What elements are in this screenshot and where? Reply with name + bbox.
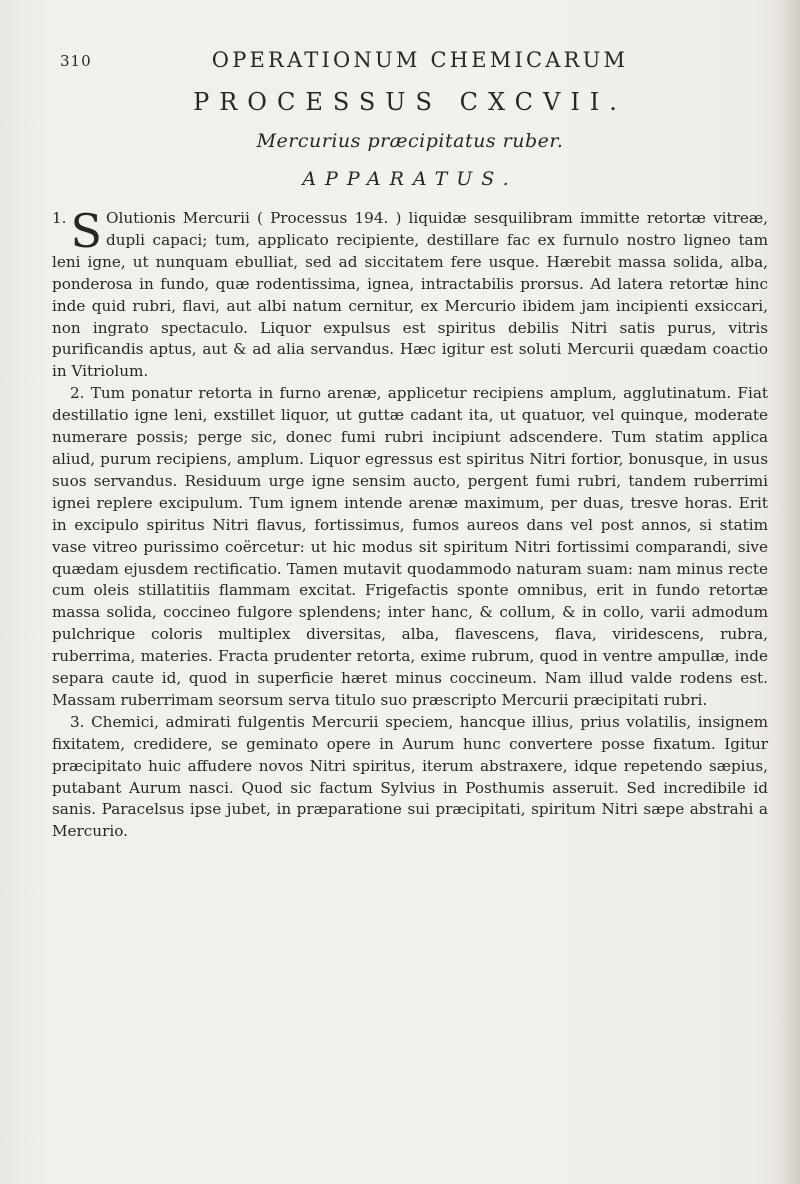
paragraph-text: 2. Tum ponatur retorta in furno arenæ, applicetur recipiens amplum, agglutinatum. Fiat destillatio igne leni, exstillet liquor, ut guttæ cadant ita, ut quatuor, vel quinque, moderate numerare possis; perge sic, donec fumi rubri incipiunt adscendere. Tum statim applica aliud, purum recipiens, amplum. Liquor egressus est spiritus Nitri fortior, bonusque, in usus suos servandus. Residuum urge igne sensim aucto, pergent fumi rubri, tandem ruberrimi ignei replere excipulum. Tum ignem intende arenæ maximum, per duas, tresve horas. Erit in excipulo spiritus Nitri flavus, fortissimus, fumos aureos dans vel post annos, si statim vase vitreo purissimo coërcetur: ut hic modus sit spiritum Nitri fortissimi comparandi, sive quædam ejusdem rectificatio. Tamen mutavit quodammodo naturam suam: nam minus recte cum oleis stillatitiis flammam excitat. Frigefactis sponte omnibus, erit in fundo retortæ massa solida, coccineo fulgore splendens; inter hanc, & collum, & in collo, varii admodum pulchrique coloris multiplex diversitas, alba, flavescens, flava, viridescens, rubra, ruberrima, materies. Fracta prudenter retorta, exime rubrum, quod in ventre ampullæ, inde separa caute id, quod in superficie hæret minus coccineum. Nam illud valde rodens est. Massam ruberrimam seorsum serva titulo suo præscripto Mercurii præcipitati rubri. <box>52 384 768 709</box>
process-title: PROCESSUS CXCVII. <box>193 88 627 116</box>
page-edge-shadow <box>778 0 800 1184</box>
paragraph-3 <box>52 712 768 843</box>
drop-cap: S <box>70 204 103 258</box>
page-number: 310 <box>60 52 92 70</box>
page-header <box>60 48 760 78</box>
paragraph-1 <box>52 204 768 383</box>
running-head: OPERATIONUM CHEMICARUM <box>211 48 629 72</box>
section-title: APPARATUS. <box>302 168 518 190</box>
paragraph-text: Olutionis Mercurii ( Processus 194. ) liquidæ sesquilibram immitte retortæ vitreæ, dupli capaci; tum, applicato recipiente, destillare fac ex furnulo nostro ligneo tam leni igne, ut nunquam ebulliat, sed ad siccitatem fere usque. Hærebit massa solida, alba, ponderosa in fundo, quæ rodentissima, ignea, intractabilis prorsus. Ad latera retortæ hinc inde quid rubri, flavi, aut albi natum cernitur, ex Mercurio ibidem jam incipienti exsiccari, non ingrato spectaculo. Liquor expulsus est spiritus debilis Nitri satis purus, vitris purificandis aptus, aut & ad alia servandus. Hæc igitur est soluti Mercurii quædam coactio in Vitriolum. <box>52 209 768 381</box>
paragraph-text: 3. Chemici, admirati fulgentis Mercurii speciem, hancque illius, prius volatilis, insignem fixitatem, credidere, se geminato opere in Aurum hunc convertere posse fixatum. Igitur præcipitato huic affudere novos Nitri spiritus, iterum abstraxere, idque repetendo sæpius, putabant Aurum nasci. Quod sic factum Sylvius in Posthumis asseruit. Sed incredibile id sanis. Paracelsus ipse jubet, in præparatione sui præcipitati, spiritum Nitri sæpe abstrahi a Mercurio. <box>52 712 768 841</box>
body-text <box>52 204 768 843</box>
subtitle: Mercurius præcipitatus ruber. <box>256 130 564 152</box>
paragraph-number: 1. <box>52 209 67 227</box>
paragraph-2 <box>52 383 768 712</box>
